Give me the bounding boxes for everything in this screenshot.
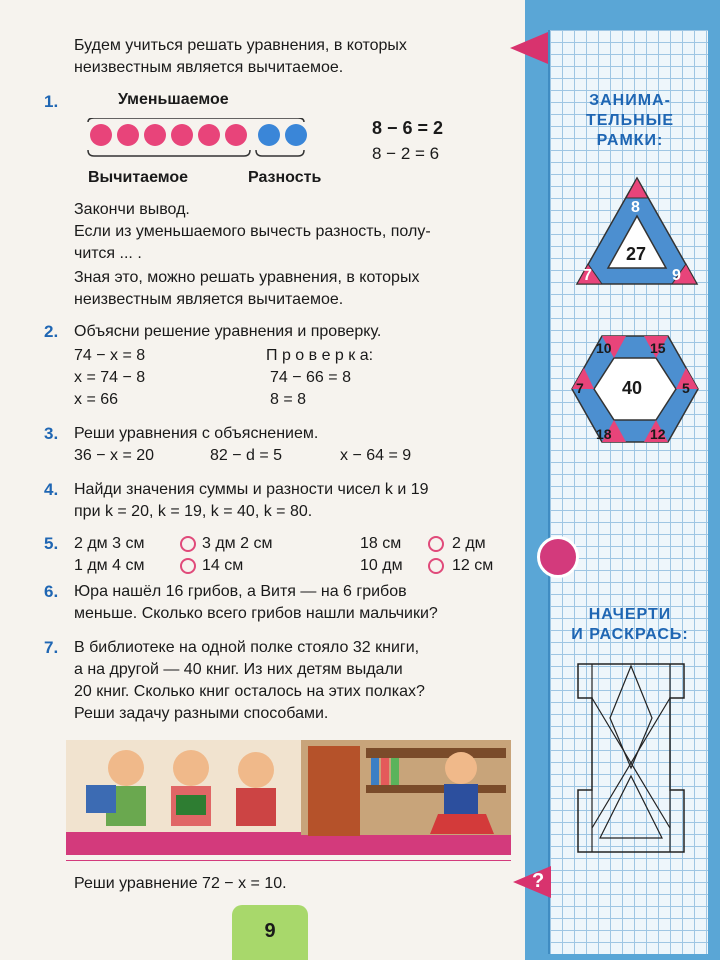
task1-line: Закончи вывод. — [74, 201, 190, 218]
task-number: 4. — [44, 480, 59, 499]
label-subtrahend: Вычитаемое — [88, 169, 189, 186]
hex-center: 40 — [622, 378, 643, 398]
task3-eq: 36 − x = 20 — [74, 447, 155, 464]
intro-line-2: неизвестным является вычитаемое. — [74, 59, 344, 76]
check-eq: 8 = 8 — [270, 391, 307, 408]
bead — [144, 124, 166, 146]
task6-line: Юра нашёл 16 грибов, а Витя — на 6 грибов — [74, 583, 407, 600]
intro-line-1: Будем учиться решать уравнения, в которых — [74, 37, 407, 54]
task4-line: при k = 20, k = 19, k = 40, k = 80. — [74, 503, 313, 520]
task7-line: а на другой — 40 книг. Из них детям выдали — [74, 661, 403, 678]
compare-right: 12 см — [452, 557, 494, 574]
task7-line: Реши задачу разными способами. — [74, 705, 329, 722]
compare-left: 10 дм — [360, 557, 403, 574]
check-eq: 74 − 66 = 8 — [270, 369, 351, 386]
label-difference: Разность — [248, 169, 322, 186]
task-number: 6. — [44, 582, 59, 601]
library-illustration — [66, 740, 511, 855]
bottom-task: Реши уравнение 72 − x = 10. — [74, 875, 287, 892]
task1-line: Зная это, можно решать уравнения, в которых — [74, 269, 420, 286]
triangle-left: 7 — [583, 267, 592, 284]
task2-eq: x = 74 − 8 — [74, 369, 146, 386]
task-number: 2. — [44, 322, 59, 341]
bead — [258, 124, 280, 146]
pink-arrow-marker — [510, 32, 548, 64]
task1-line: чится ... . — [74, 245, 142, 262]
smiley-icon[interactable] — [537, 536, 579, 578]
triangle-center: 27 — [626, 244, 647, 264]
compare-right: 3 дм 2 см — [202, 535, 273, 552]
hex-bl: 18 — [596, 426, 612, 442]
bead — [225, 124, 247, 146]
compare-right: 2 дм — [452, 535, 486, 552]
triangle-top: 8 — [631, 199, 640, 216]
bead — [285, 124, 307, 146]
compare-circle[interactable] — [180, 536, 196, 552]
triangle-right: 9 — [672, 267, 681, 284]
task-number: 1. — [44, 92, 59, 111]
page-number: 9 — [232, 905, 308, 960]
compare-circle[interactable] — [428, 558, 444, 574]
compare-circle[interactable] — [428, 536, 444, 552]
task-number: 5. — [44, 534, 59, 553]
equation-1: 8 − 6 = 2 — [372, 118, 444, 138]
compare-left: 1 дм 4 см — [74, 557, 145, 574]
task1-line: неизвестным является вычитаемое. — [74, 291, 344, 308]
task3-eq: x − 64 = 9 — [340, 447, 412, 464]
task3-eq: 82 − d = 5 — [210, 447, 283, 464]
task2-text: Объясни решение уравнения и проверку. — [74, 323, 382, 340]
task6-line: меньше. Сколько всего грибов нашли мальчики? — [74, 605, 438, 622]
compare-circle[interactable] — [180, 558, 196, 574]
task7-line: 20 книг. Сколько книг осталось на этих полках? — [74, 683, 425, 700]
bead — [90, 124, 112, 146]
draw-pattern — [566, 658, 696, 858]
compare-left: 18 см — [360, 535, 402, 552]
sidebar-title-2: И РАСКРАСЬ: — [571, 626, 689, 643]
hex-tr: 15 — [650, 340, 666, 356]
divider-line — [66, 860, 511, 861]
task7-line: В библиотеке на одной полке стояло 32 книги, — [74, 639, 420, 656]
task-number: 7. — [44, 638, 59, 657]
sidebar-title-1: РАМКИ: — [596, 132, 664, 149]
task4-line: Найди значения суммы и разности чисел k и 19 — [74, 481, 429, 498]
bead — [117, 124, 139, 146]
illustration-art — [66, 740, 511, 855]
task1-line: Если из уменьшаемого вычесть разность, полу- — [74, 223, 431, 240]
question-mark: ? — [532, 870, 545, 892]
hex-tl: 10 — [596, 340, 612, 356]
compare-left: 2 дм 3 см — [74, 535, 145, 552]
sidebar-title-2: НАЧЕРТИ — [588, 606, 672, 623]
bead — [198, 124, 220, 146]
task2-eq: 74 − x = 8 — [74, 347, 146, 364]
task2-eq: x = 66 — [74, 391, 119, 408]
compare-right: 14 см — [202, 557, 244, 574]
hex-l: 7 — [576, 380, 584, 396]
hex-br: 12 — [650, 426, 666, 442]
hex-r: 5 — [682, 380, 690, 396]
sidebar-title-1: ТЕЛЬНЫЕ — [585, 112, 675, 129]
label-minuend: Уменьшаемое — [118, 91, 229, 108]
bead-diagram — [84, 118, 308, 158]
equation-2: 8 − 2 = 6 — [372, 144, 440, 163]
bead — [171, 124, 193, 146]
check-title: П р о в е р к а: — [266, 347, 374, 364]
task3-text: Реши уравнения с объяснением. — [74, 425, 319, 442]
sidebar-title-1: ЗАНИМА- — [589, 92, 671, 109]
task-number: 3. — [44, 424, 59, 443]
